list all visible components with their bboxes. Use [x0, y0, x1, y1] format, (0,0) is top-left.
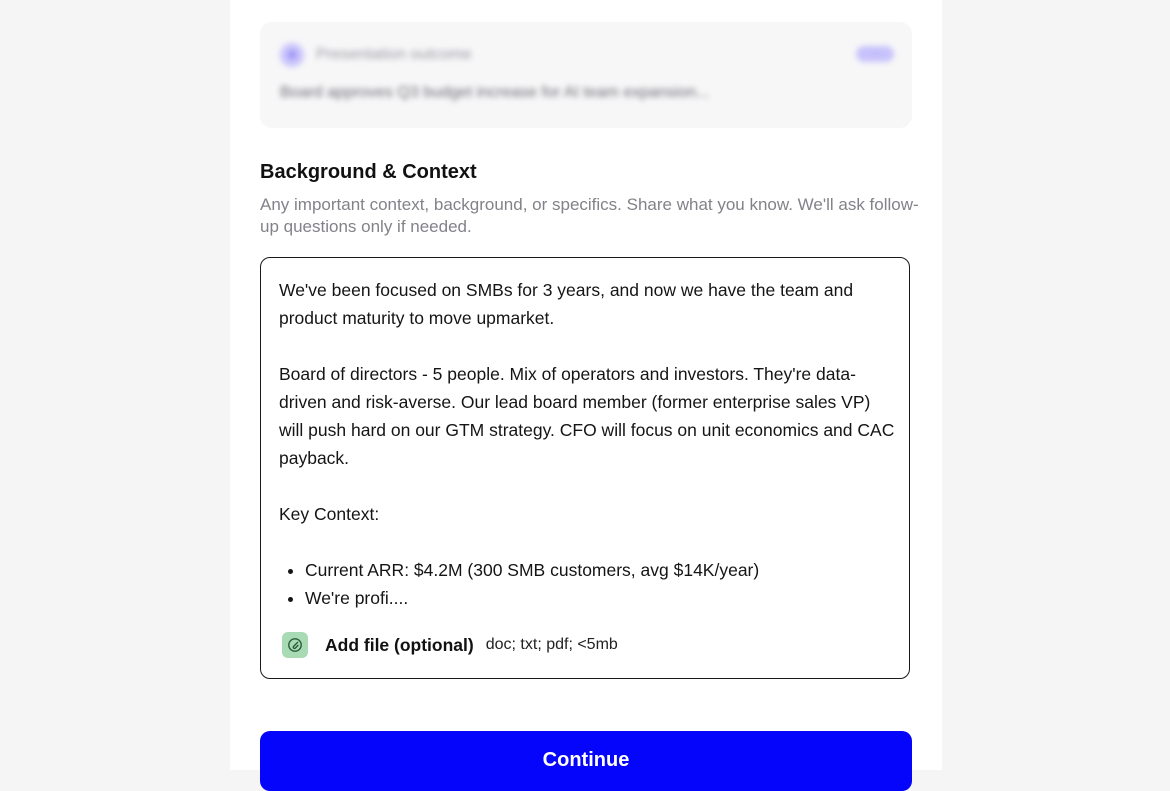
context-paragraph: Board of directors - 5 people. Mix of operators and investors. They're data-driven and risk-averse. Our lead board member (former enterprise sales VP) will push hard on our GTM strategy. CFO will focus on unit economics and CAC payback. — [279, 364, 895, 468]
form-panel — [230, 0, 942, 770]
outcome-card-value: Board approves Q3 budget increase for AI team expansion... — [280, 84, 710, 101]
paperclip-glyph — [287, 637, 303, 653]
sparkle-icon: ✲ — [280, 43, 304, 67]
context-paragraph: Key Context: — [279, 504, 380, 524]
background-context-help: Any important context, background, or specifics. Share what you know. We'll ask follow-up questions only if needed. — [260, 195, 919, 236]
context-bullet: • Current ARR: $4.2M (300 SMB customers, avg $14K/year) — [305, 556, 899, 584]
textarea-content — [279, 276, 899, 612]
continue-button[interactable] — [260, 731, 912, 791]
add-file-link[interactable]: Add file (optional) — [325, 634, 474, 655]
context-paragraph: We've been focused on SMBs for 3 years, and now we have the team and product maturity to move upmarket. — [279, 280, 854, 328]
background-context-textarea[interactable] — [260, 257, 910, 679]
background-context-title: Background & Context — [260, 161, 477, 183]
add-file-row — [282, 632, 618, 658]
outcome-card-badge: ··· — [856, 46, 894, 62]
outcome-card-title: Presentation outcome — [316, 46, 472, 63]
outcome-card-blurred-content — [260, 22, 912, 128]
file-type-hint: doc; txt; pdf; <5mb — [485, 636, 618, 653]
context-bullet: • We're profi.... — [305, 584, 899, 612]
context-bullet-list — [279, 556, 899, 612]
paperclip-icon[interactable] — [282, 632, 308, 658]
outcome-card[interactable] — [260, 22, 912, 128]
continue-button-label: Continue — [542, 749, 630, 771]
